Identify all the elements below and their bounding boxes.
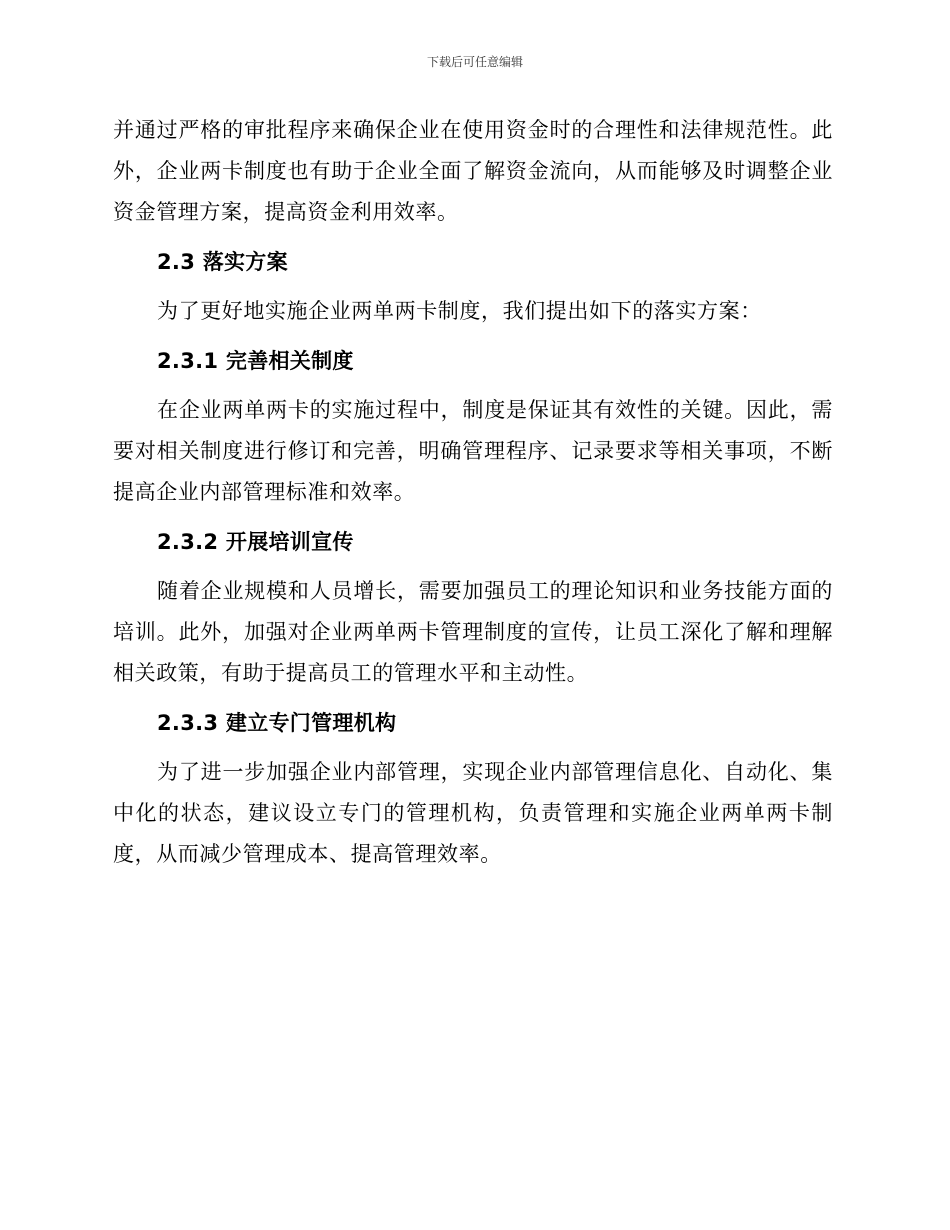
section-heading-2-3-2: 2.3.2 开展培训宣传 — [157, 530, 354, 554]
page-header: 下载后可任意编辑 — [426, 55, 523, 69]
section-heading-2-3-1: 2.3.1 完善相关制度 — [157, 349, 354, 373]
paragraph-improve-systems: 在企业两单两卡的实施过程中，制度是保证其有效性的关键。因此，需要对相关制度进行修订和完善，明确管理程序、记录要求等相关事项，不断提高企业内部管理标准和效率。 — [113, 398, 833, 504]
document-body — [113, 110, 833, 875]
paragraph-intro: 并通过严格的审批程序来确保企业在使用资金时的合理性和法律规范性。此外，企业两卡制度也有助于企业全面了解资金流向，从而能够及时调整企业资金管理方案，提高资金利用效率。 — [113, 118, 833, 224]
section-heading-2-3-3: 2.3.3 建立专门管理机构 — [157, 711, 397, 735]
paragraph-management-agency: 为了进一步加强企业内部管理，实现企业内部管理信息化、自动化、集中化的状态，建议设立专门的管理机构，负责管理和实施企业两单两卡制度，从而减少管理成本、提高管理效率。 — [113, 760, 833, 866]
paragraph-implementation-plan: 为了更好地实施企业两单两卡制度，我们提出如下的落实方案： — [157, 299, 762, 323]
section-heading-2-3: 2.3 落实方案 — [157, 250, 288, 274]
paragraph-training: 随着企业规模和人员增长，需要加强员工的理论知识和业务技能方面的培训。此外，加强对企业两单两卡管理制度的宣传，让员工深化了解和理解相关政策，有助于提高员工的管理水平和主动性。 — [113, 579, 833, 685]
